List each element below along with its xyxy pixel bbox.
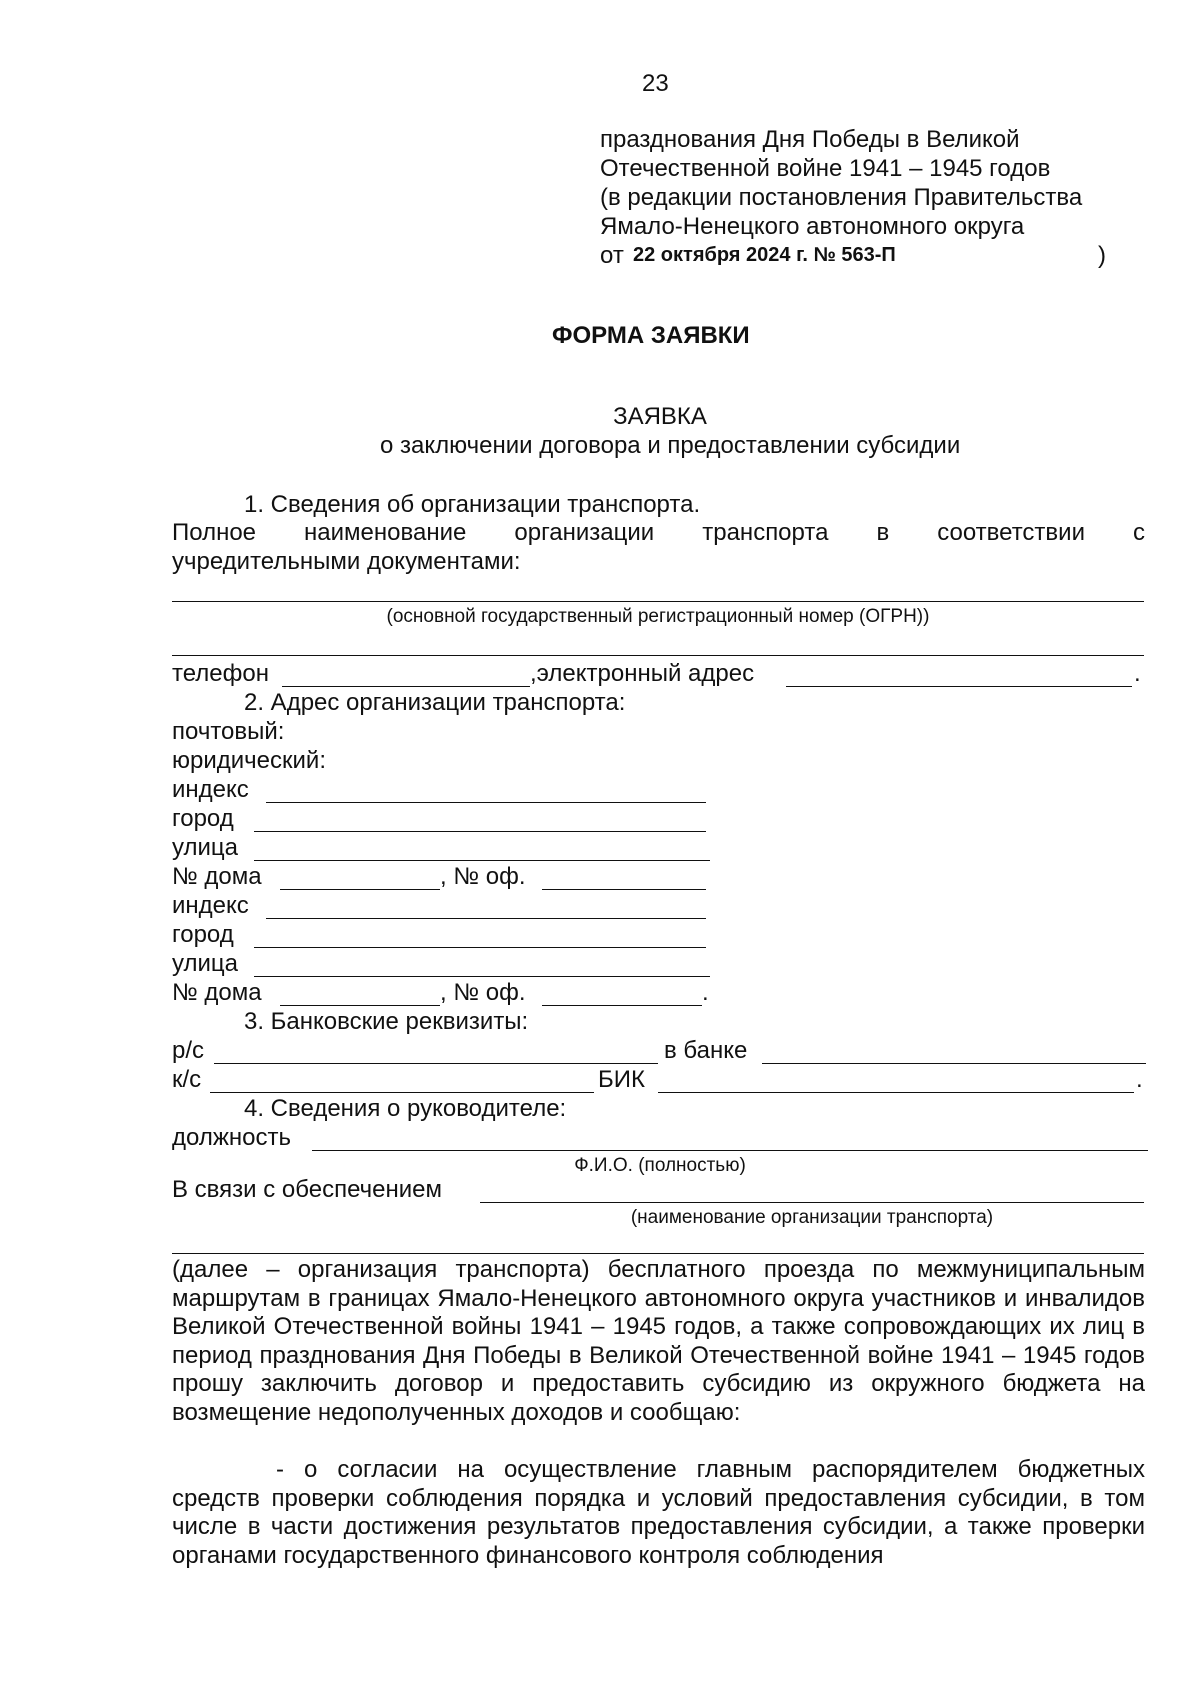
- index-field-1[interactable]: [266, 802, 706, 803]
- bik-end-dot: .: [1136, 1066, 1143, 1093]
- street-label-2: улица: [172, 950, 238, 977]
- phone-label: телефон: [172, 660, 269, 687]
- org-transport-field-continued[interactable]: [172, 1253, 1144, 1254]
- email-label: ,электронный адрес: [530, 660, 755, 687]
- application-title: ЗАЯВКА: [613, 403, 707, 430]
- org-name-field[interactable]: [172, 601, 1144, 602]
- email-field[interactable]: [786, 686, 1132, 687]
- header-from-prefix: от: [600, 242, 624, 269]
- office-field-1[interactable]: [542, 889, 706, 890]
- office-field-2[interactable]: [542, 1005, 702, 1006]
- city-field-2[interactable]: [254, 947, 706, 948]
- header-line-1: празднования Дня Победы в Великой: [600, 126, 1020, 153]
- index-label-2: индекс: [172, 892, 249, 919]
- email-end-dot: .: [1134, 660, 1141, 687]
- header-line-3: (в редакции постановления Правительства: [600, 184, 1083, 211]
- registration-stamp: 22 октября 2024 г. № 563-П: [633, 244, 896, 266]
- house-label-2: № дома: [172, 979, 262, 1006]
- section3-heading: 3. Банковские реквизиты:: [244, 1008, 529, 1035]
- page-number: 23: [642, 70, 669, 97]
- section4-heading: 4. Сведения о руководителе:: [244, 1095, 567, 1122]
- house-field-2[interactable]: [280, 1005, 440, 1006]
- house-field-1[interactable]: [280, 889, 440, 890]
- header-close-paren: ): [1098, 242, 1106, 269]
- application-subtitle: о заключении договора и предоставлении субсидии: [380, 432, 961, 459]
- provision-label: В связи с обеспечением: [172, 1176, 442, 1203]
- ogrn-caption: (основной государственный регистрационный номер (ОГРН)): [386, 606, 930, 627]
- section1-line1: Полное наименование организации транспорта в соответствии с: [172, 519, 1145, 546]
- position-field[interactable]: [312, 1150, 1148, 1151]
- index-label-1: индекс: [172, 776, 249, 803]
- ks-label: к/с: [172, 1066, 202, 1093]
- phone-field[interactable]: [282, 686, 530, 687]
- section2-heading: 2. Адрес организации транспорта:: [244, 689, 626, 716]
- header-line-2: Отечественной войне 1941 – 1945 годов: [600, 155, 1051, 182]
- street-field-1[interactable]: [254, 860, 710, 861]
- org-transport-field[interactable]: [480, 1202, 1144, 1203]
- position-label: должность: [172, 1124, 291, 1151]
- fio-caption: Ф.И.О. (полностью): [574, 1155, 746, 1176]
- index-field-2[interactable]: [266, 918, 706, 919]
- house-label-1: № дома: [172, 863, 262, 890]
- street-field-2[interactable]: [254, 976, 710, 977]
- section1-heading: 1. Сведения об организации транспорта.: [244, 491, 701, 518]
- body-paragraph: (далее – организация транспорта) бесплатного проезда по межмуниципальным маршрутам в границах Ямало-Ненецкого автономного округа участников и инвалидов Великой Отечественной войны 1941 – 1945 годов, а также сопровождающих их лиц в период празднования Дня Победы в Великой Отечественной войне 1941 – 1945 годов прошу заключить договор и предоставить субсидию из окружного бюджета на возмещение недополученных доходов и сообщаю:: [172, 1256, 1145, 1426]
- ogrn-field[interactable]: [172, 655, 1144, 656]
- postal-label: почтовый:: [172, 718, 285, 745]
- bank-field[interactable]: [762, 1063, 1146, 1064]
- header-line-4: Ямало-Ненецкого автономного округа: [600, 213, 1025, 240]
- city-label-1: город: [172, 805, 234, 832]
- city-field-1[interactable]: [254, 831, 706, 832]
- rs-field[interactable]: [214, 1063, 658, 1064]
- bik-field[interactable]: [658, 1092, 1134, 1093]
- office-label-2: , № оф.: [440, 979, 526, 1006]
- street-label-1: улица: [172, 834, 238, 861]
- office-end-dot: .: [702, 979, 709, 1006]
- legal-label: юридический:: [172, 747, 326, 774]
- section1-line2: учредительными документами:: [172, 548, 521, 575]
- city-label-2: город: [172, 921, 234, 948]
- consent-paragraph: - о согласии на осуществление главным распорядителем бюджетных средств проверки соблюдения порядка и условий предоставления субсидии, в том числе в части достижения результатов предоставления субсидии, а также проверки органами государственного финансового контроля соблюдения: [172, 1456, 1145, 1569]
- bank-label: в банке: [664, 1037, 748, 1064]
- org-caption: (наименование организации транспорта): [630, 1207, 994, 1228]
- ks-field[interactable]: [210, 1092, 594, 1093]
- rs-label: р/с: [172, 1037, 205, 1064]
- form-title: ФОРМА ЗАЯВКИ: [552, 322, 750, 349]
- office-label-1: , № оф.: [440, 863, 526, 890]
- bik-label: БИК: [598, 1066, 645, 1093]
